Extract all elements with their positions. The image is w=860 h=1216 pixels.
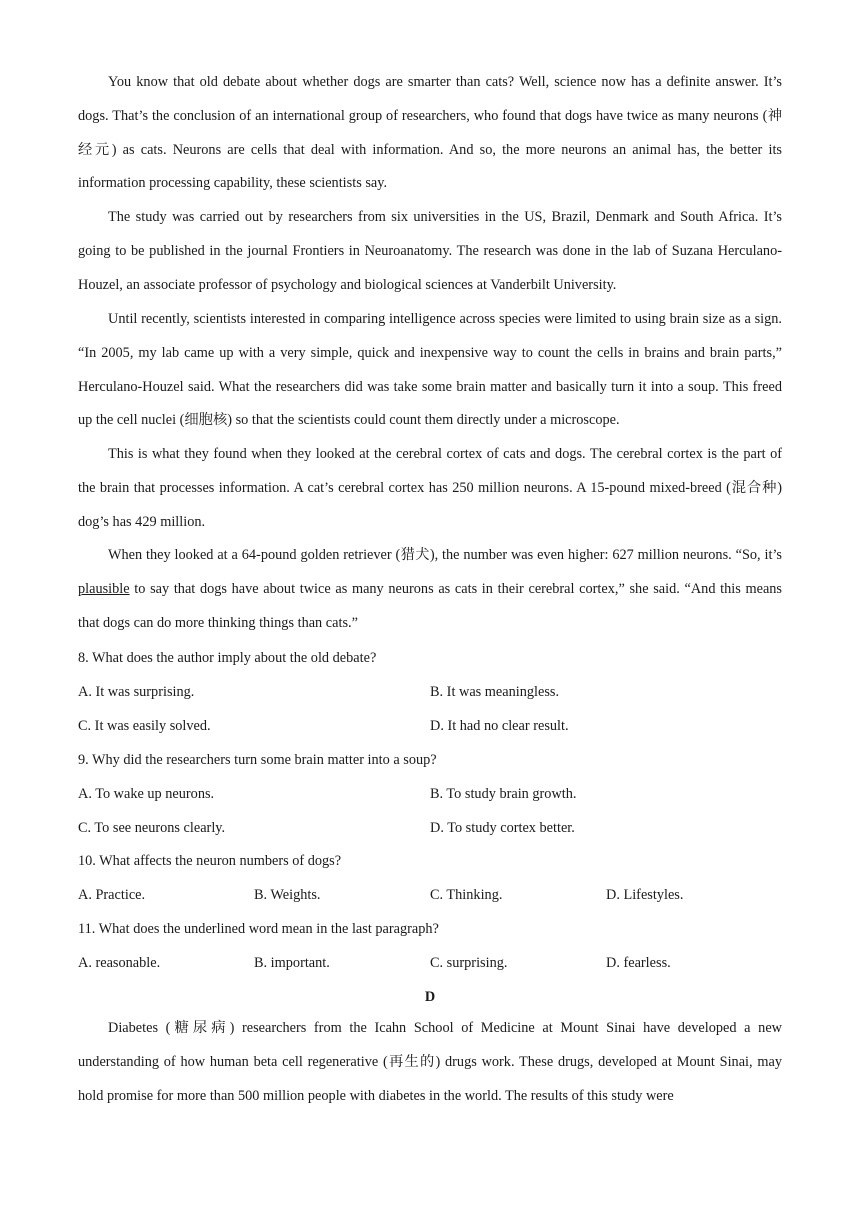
question-10-option-d[interactable]: D. Lifestyles. xyxy=(606,887,684,903)
question-11-option-d[interactable]: D. fearless. xyxy=(606,955,671,971)
question-8-option-a[interactable]: A. It was surprising. xyxy=(78,684,195,700)
passage-paragraph-5 xyxy=(78,539,782,640)
question-9-option-c[interactable]: C. To see neurons clearly. xyxy=(78,820,226,836)
passage-paragraph-3: Until recently, scientists interested in comparing intelligence across species were limited to using brain size as a sign. “In 2005, my lab came up with a very simple, quick and inexpensive way to count the cells in brains and brain parts,” Herculano-Houzel said. What the researchers did was take some brain matter and basically turn it into a soup. This freed up the cell nuclei (细胞核) so that the scientists could count them directly under a microscope. xyxy=(78,311,782,429)
passage-paragraph-1: You know that old debate about whether dogs are smarter than cats? Well, science now has a definite answer. It’s dogs. That’s the conclusion of an international group of researchers, who found that dogs have twice as many neurons (神经元) as cats. Neurons are cells that deal with information. And so, the more neurons an animal has, the better its information processing capability, these scientists say. xyxy=(78,74,782,192)
question-11-stem: 11. What does the underlined word mean in the last paragraph? xyxy=(78,921,439,937)
question-10-option-b[interactable]: B. Weights. xyxy=(254,887,321,903)
question-9-option-a[interactable]: A. To wake up neurons. xyxy=(78,786,215,802)
question-10-option-c[interactable]: C. Thinking. xyxy=(430,887,503,903)
paragraph-5-text-before: When they looked at a 64-pound golden retriever (猎犬), the number was even higher: 627 million neurons. “So, it’s xyxy=(108,547,782,563)
passage-paragraph-4: This is what they found when they looked at the cerebral cortex of cats and dogs. The cerebral cortex is the part of the brain that processes information. A cat’s cerebral cortex has 250 million neurons. A 15-pound mixed-breed (混合种) dog’s has 429 million. xyxy=(78,446,782,530)
question-10-stem: 10. What affects the neuron numbers of dogs? xyxy=(78,853,342,869)
question-8-stem: 8. What does the author imply about the old debate? xyxy=(78,650,377,666)
question-8-option-c[interactable]: C. It was easily solved. xyxy=(78,718,211,734)
section-d-paragraph-1: Diabetes (糖尿病) researchers from the Icahn School of Medicine at Mount Sinai have developed a new understanding of how human beta cell regenerative (再生的) drugs work. These drugs, developed at Mount Sinai, may hold promise for more than 500 million people with diabetes in the world. The results of this study were xyxy=(78,1020,782,1104)
question-9-option-d[interactable]: D. To study cortex better. xyxy=(430,820,575,836)
question-11-option-a[interactable]: A. reasonable. xyxy=(78,955,161,971)
underlined-word: plausible xyxy=(78,580,130,597)
paragraph-5-text-after: to say that dogs have about twice as many neurons as cats in their cerebral cortex,” she said. “And this means that dogs can do more thinking things than cats.” xyxy=(78,580,782,631)
question-9-option-b[interactable]: B. To study brain growth. xyxy=(430,786,577,802)
question-11-option-b[interactable]: B. important. xyxy=(254,955,330,971)
question-8-option-b[interactable]: B. It was meaningless. xyxy=(430,684,560,700)
section-heading: D xyxy=(424,989,436,1005)
question-8-option-d[interactable]: D. It had no clear result. xyxy=(430,718,569,734)
question-11-option-c[interactable]: C. surprising. xyxy=(430,955,508,971)
passage-paragraph-2: The study was carried out by researchers from six universities in the US, Brazil, Denmark and South Africa. It’s going to be published in the journal Frontiers in Neuroanatomy. The research was done in the lab of Suzana Herculano-Houzel, an associate professor of psychology and biological sciences at Vanderbilt University. xyxy=(78,209,782,293)
question-10-option-a[interactable]: A. Practice. xyxy=(78,887,146,903)
question-9-stem: 9. Why did the researchers turn some brain matter into a soup? xyxy=(78,752,437,768)
